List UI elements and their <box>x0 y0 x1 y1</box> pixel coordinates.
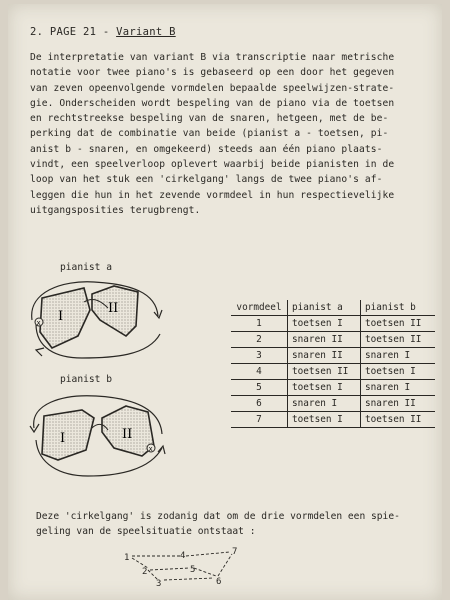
paragraph-line: gie. Onderscheiden wordt bespeling van de piano via de toetsen <box>30 97 395 109</box>
table-cell: toetsen I <box>288 380 361 396</box>
table-cell: toetsen II <box>361 332 436 348</box>
vormdeel-table <box>231 300 435 428</box>
closing-line: geling van de speelsituatie ontstaat : <box>36 525 256 537</box>
paragraph-line: De interpretatie van variant B via transcriptie naar metrische <box>30 52 395 63</box>
cycle-number: 3 <box>156 579 162 589</box>
pianist-b-label: pianist b <box>60 374 112 385</box>
heading-variant: Variant B <box>116 26 176 38</box>
paragraph-line: vindt, een speelverloop oplevert waarbij beide pianisten in de <box>30 159 395 171</box>
table-cell: 1 <box>231 316 288 332</box>
paragraph-line: anist b - snaren, en omgekeerd) steeds aan één piano plaats- <box>30 143 383 155</box>
heading-prefix: 2. PAGE 21 - <box>30 26 117 38</box>
marker-text: x <box>148 445 153 453</box>
table-cell: 3 <box>231 348 288 364</box>
table-cell: 7 <box>231 412 288 428</box>
table-cell: 2 <box>231 332 288 348</box>
pianist-b-diagram <box>22 388 172 486</box>
document-page <box>8 4 442 600</box>
cycle-number: 1 <box>124 553 130 563</box>
piano-ii-label: II <box>108 301 119 316</box>
paragraph-line: leggen die hun in het zevende vormdeel in hun respectievelijke <box>30 189 395 201</box>
closing-line: Deze 'cirkelgang' is zodanig dat om de drie vormdelen een spie- <box>36 511 400 522</box>
table-row <box>231 412 435 428</box>
table-cell: toetsen II <box>288 364 361 380</box>
cycle-number: 2 <box>142 567 148 577</box>
arrow-head <box>30 424 39 432</box>
paragraph-line: uitgangsposities terugbrengt. <box>30 204 201 216</box>
table-cell: snaren II <box>288 348 361 364</box>
pianist-a-label: pianist a <box>60 262 112 273</box>
table-cell: toetsen I <box>288 316 361 332</box>
paragraph-line: notatie voor twee piano's is gebaseerd op een door het gegeven <box>30 67 395 79</box>
table-header-row <box>231 300 435 316</box>
cycle-line <box>164 578 214 580</box>
paragraph-line: loop van het stuk een 'cirkelgang' langs de twee piano's af- <box>30 174 383 186</box>
cycle-number: 5 <box>190 565 196 575</box>
table-cell: 6 <box>231 396 288 412</box>
table-cell: toetsen I <box>361 364 436 380</box>
cycle-number: 4 <box>180 551 186 561</box>
piano-i-label: I <box>60 431 66 446</box>
cycle-diagram <box>118 540 258 592</box>
pianist-a-diagram <box>22 274 172 370</box>
table-cell: toetsen I <box>288 412 361 428</box>
table-row <box>231 380 435 396</box>
paragraph-line: perking dat de combinatie van beide (pianist a - toetsen, pi- <box>30 128 389 140</box>
piano-i-label: I <box>58 309 64 324</box>
cycle-line <box>186 552 230 556</box>
table-row <box>231 332 435 348</box>
piano-i-shape <box>40 288 90 348</box>
cycle-number: 6 <box>216 577 222 587</box>
table-cell: snaren II <box>361 396 436 412</box>
column-header: vormdeel <box>231 300 288 316</box>
intro-paragraph <box>30 50 426 218</box>
table-cell: snaren II <box>288 332 361 348</box>
cycle-number: 7 <box>232 547 238 557</box>
table-cell: toetsen II <box>361 412 436 428</box>
table-cell: snaren I <box>288 396 361 412</box>
column-header: pianist b <box>361 300 436 316</box>
closing-paragraph <box>36 510 426 539</box>
table-cell: 4 <box>231 364 288 380</box>
paragraph-line: van zeven opeenvolgende vormdelen bepaalde speelwijzen-strate- <box>30 82 395 94</box>
arrow-head <box>36 348 44 356</box>
column-header: pianist a <box>288 300 361 316</box>
section-heading <box>30 26 176 38</box>
cycle-line <box>150 568 190 570</box>
table-row <box>231 316 435 332</box>
piano-ii-label: II <box>122 427 133 442</box>
marker-text: x <box>36 319 41 327</box>
piano-i-shape <box>42 410 94 460</box>
cycle-line <box>218 554 232 576</box>
table-cell: toetsen II <box>361 316 436 332</box>
table-row <box>231 396 435 412</box>
table-row <box>231 364 435 380</box>
cycle-line <box>194 568 216 576</box>
table-cell: snaren I <box>361 348 436 364</box>
paragraph-line: en rechtstreekse bespeling van de snaren, hetgeen, met de be- <box>30 113 389 125</box>
table-row <box>231 348 435 364</box>
table-cell: 5 <box>231 380 288 396</box>
table-cell: snaren I <box>361 380 436 396</box>
